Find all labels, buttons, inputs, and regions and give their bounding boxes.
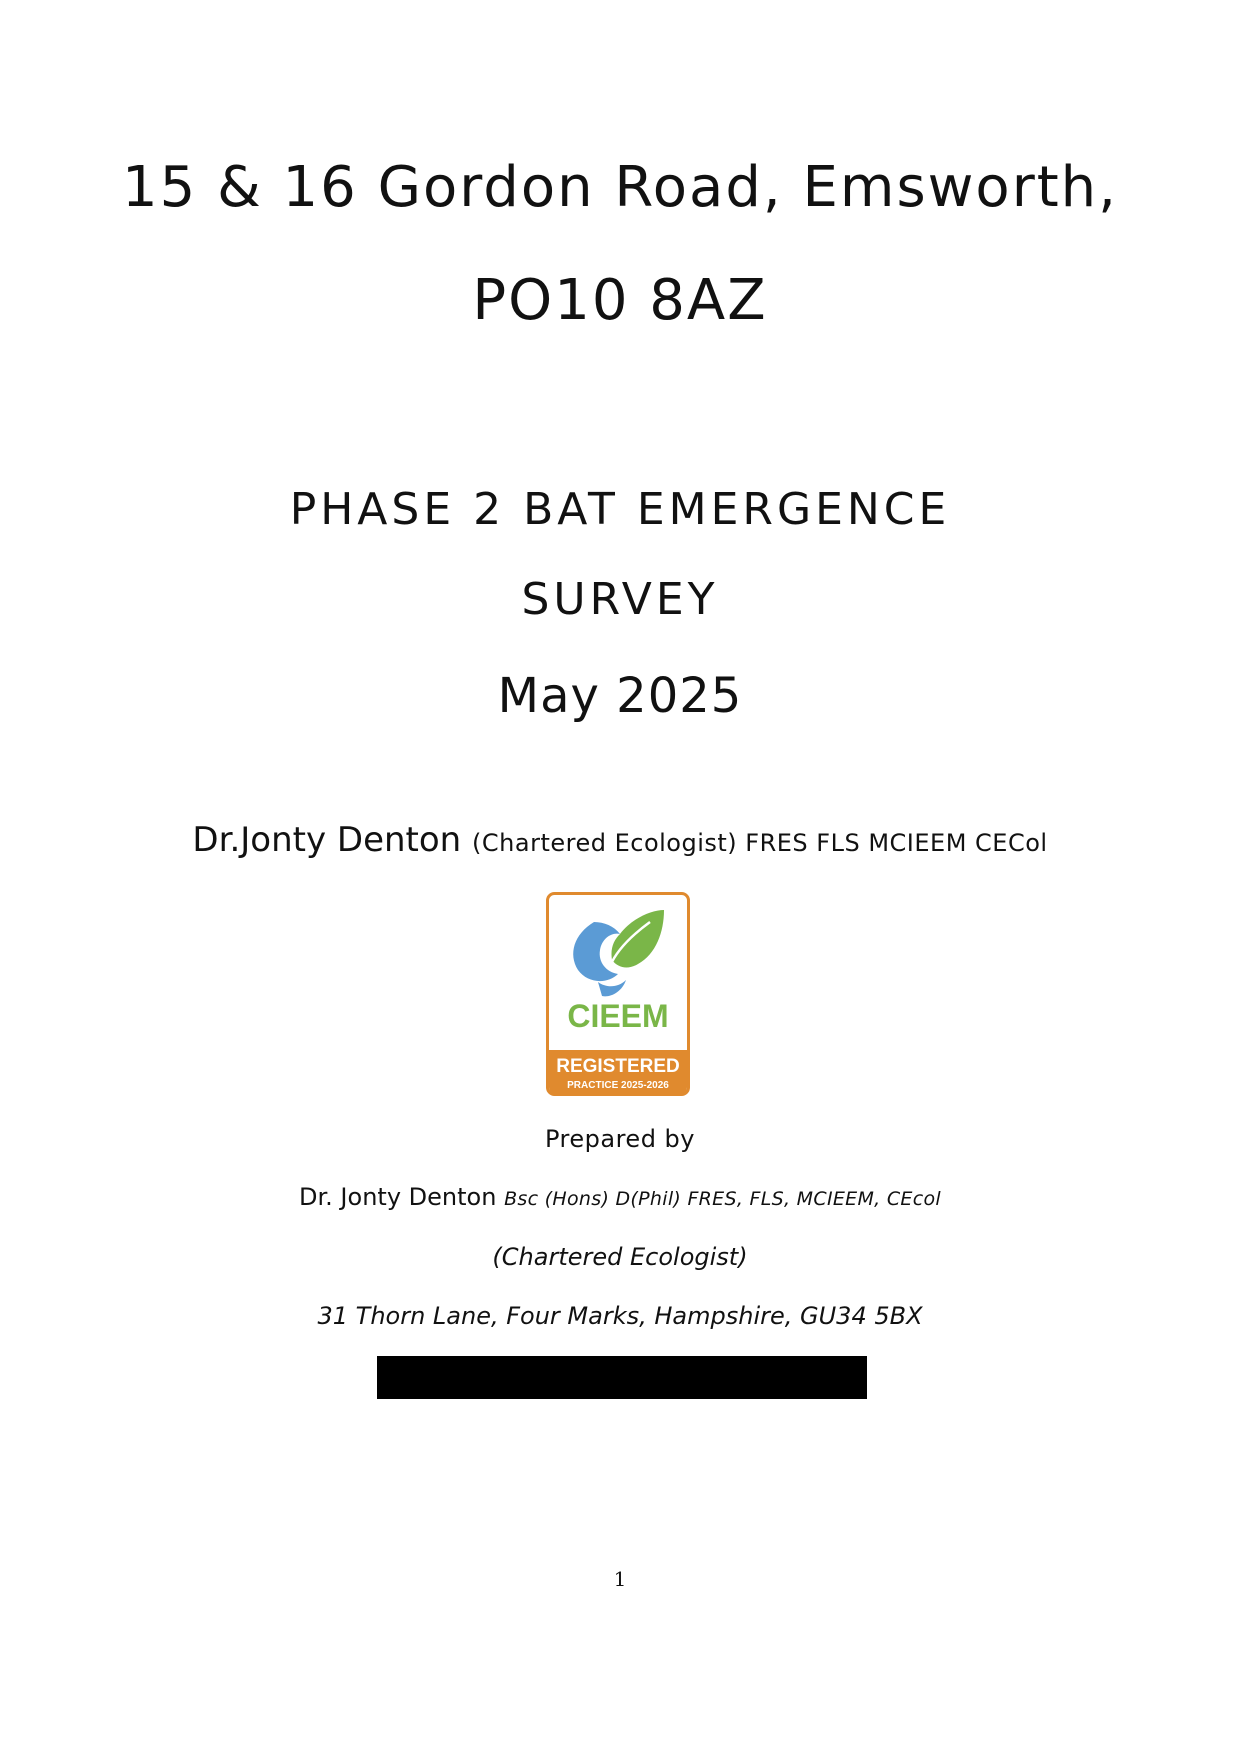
prepared-by-label: Prepared by [544,1125,695,1153]
logo-status-text: REGISTERED [556,1056,680,1077]
preparer-line [0,1183,1240,1211]
preparer-qualifications: Bsc (Hons) D(Phil) FRES, FLS, MCIEEM, CEcol [504,1188,941,1210]
report-date: May 2025 [497,668,743,724]
preparer-role: (Chartered Ecologist) [492,1243,748,1271]
author-name: Dr.Jonty Denton [192,820,462,860]
report-title-line-1: PHASE 2 BAT EMERGENCE [289,484,951,535]
preparer-address: 31 Thorn Lane, Four Marks, Hampshire, GU34 5BX [317,1302,923,1330]
redacted-contact-block [377,1356,867,1399]
cieem-registered-practice-logo [546,892,690,1096]
preparer-name: Dr. Jonty Denton [299,1183,497,1211]
site-address-postcode: PO10 8AZ [472,268,768,333]
page-number: 1 [613,1567,627,1591]
site-address-line-1: 15 & 16 Gordon Road, Emsworth, [122,155,1118,220]
report-title-line-2: SURVEY [521,574,719,625]
author-line [0,820,1240,860]
logo-practice-text: PRACTICE 2025-2026 [567,1080,669,1091]
logo-brand-text: CIEEM [567,998,669,1034]
author-credentials: (Chartered Ecologist) FRES FLS MCIEEM CECol [472,829,1048,857]
